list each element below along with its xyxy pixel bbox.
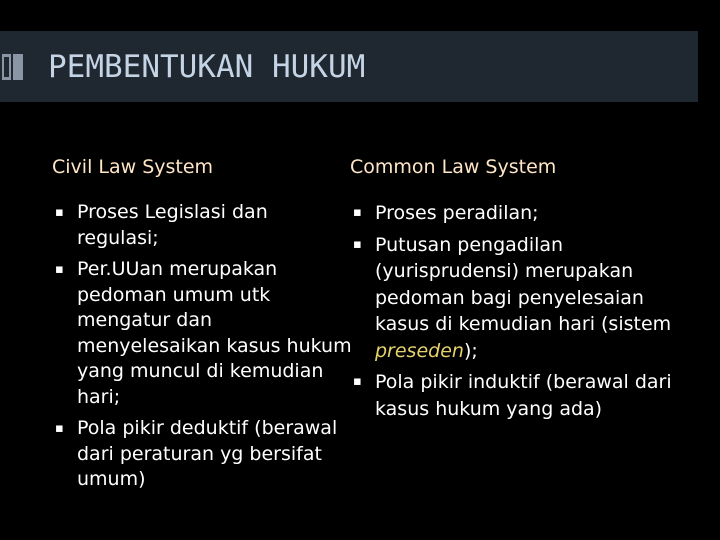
list-item: ▪ Proses peradilan; (350, 200, 695, 227)
civil-law-heading: Civil Law System (52, 156, 214, 178)
civil-law-column (52, 154, 352, 499)
civil-law-list (52, 200, 352, 493)
bullet-icon: ▪ (55, 421, 64, 436)
title-decoration-bar-2 (13, 54, 23, 80)
bullet-icon: ▪ (353, 205, 362, 220)
list-item: ▪ Putusan pengadilan (yurisprudensi) merupakan pedoman bagi penyelesaian kasus di kemudian hari (sistem preseden); (353, 233, 672, 362)
emphasis-text: preseden (375, 339, 464, 362)
common-law-column (350, 154, 695, 427)
common-law-heading: Common Law System (350, 156, 557, 178)
list-item: ▪ Per.UUan merupakan pedoman umum utk mengatur dan menyelesaikan kasus hukum yang muncul di kemudian hari; (55, 258, 352, 408)
list-item: ▪ Pola pikir induktif (berawal dari kasus hukum yang ada) (353, 371, 672, 420)
slide-title: PEMBENTUKAN HUKUM (48, 49, 366, 85)
bullet-icon: ▪ (55, 205, 64, 220)
list-item: ▪ Pola pikir deduktif (berawal dari peraturan yg bersifat umum) (55, 417, 338, 490)
title-decoration-notch (4, 57, 9, 77)
common-law-list (350, 200, 695, 422)
bullet-icon: ▪ (353, 374, 362, 389)
bullet-icon: ▪ (55, 262, 64, 277)
list-item: ▪ Proses Legislasi dan regulasi; (55, 201, 268, 249)
bullet-icon: ▪ (353, 236, 362, 252)
